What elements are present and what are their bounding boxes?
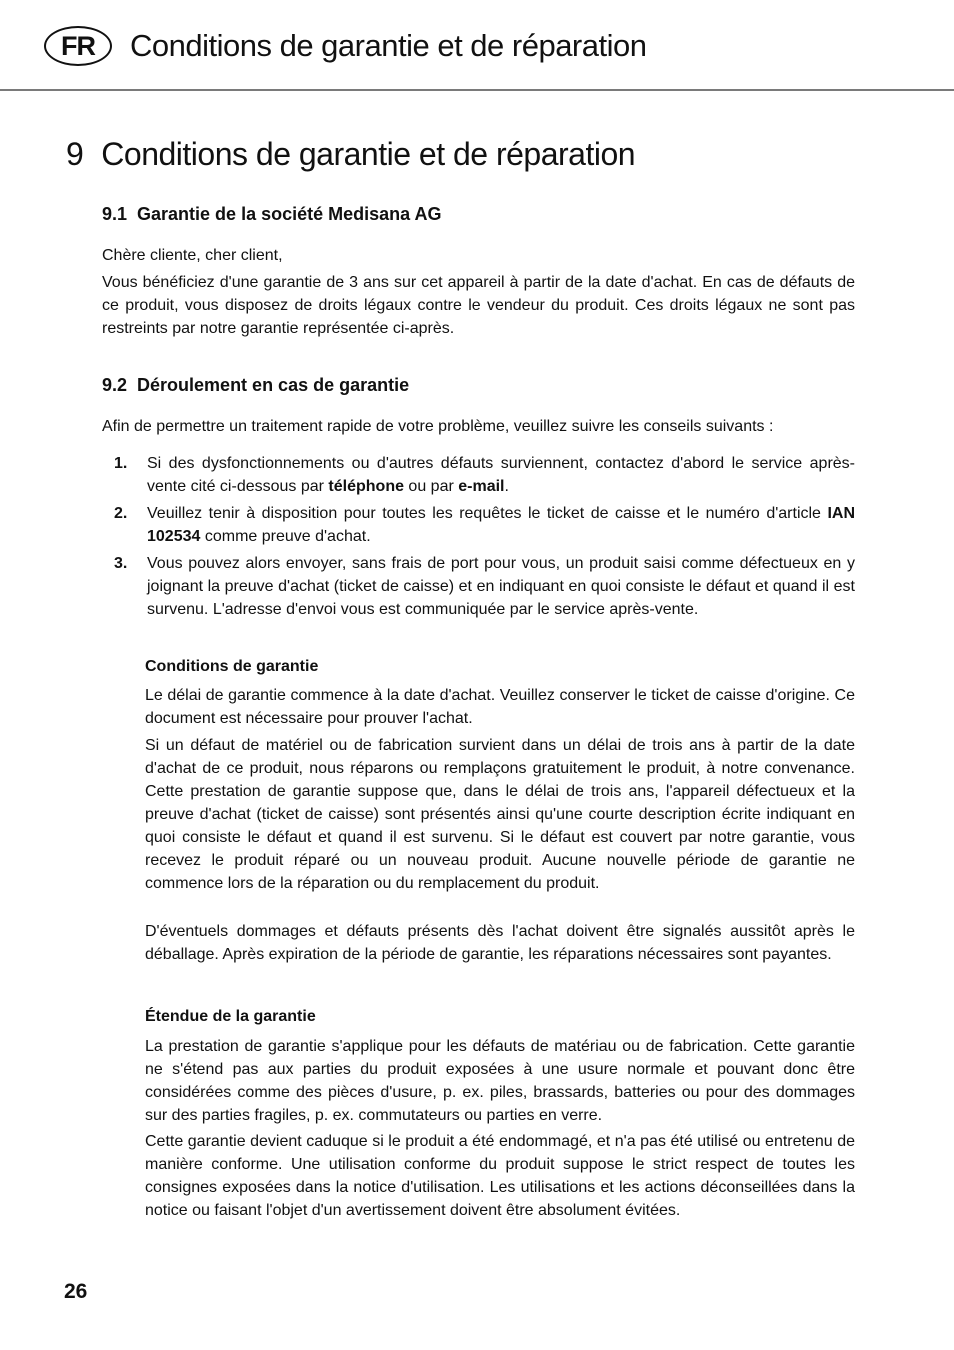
section-title: Déroulement en cas de garantie [137,375,410,395]
paragraph: La prestation de garantie s'applique pour les défauts de matériau ou de fabrication. Cette garantie ne s'étend pas aux parties du produit exposées à une usure normale et pouvant donc être considérées comme des pièces d'usure, p. ex. piles, brassards, batteries ou pour des dommages sur des parties fragiles, p. ex. commutateurs ou parties en verre. [145,1038,855,1124]
subheading-conditions: Conditions de garantie [145,658,319,675]
paragraph: Vous bénéficiez d'une garantie de 3 ans sur cet appareil à partir de la date d'achat. En cas de défauts de ce produit, vous disposez de droits légaux contre le vendeur du produit. Ces droits légaux ne sont pas restreints par notre garantie représentée ci-après. [102,274,855,337]
list-item [102,552,855,621]
bold-text: IAN 102534 [147,505,855,545]
chapter-heading [66,136,635,173]
list-item [102,502,855,548]
section-number: 9.1 [102,204,128,224]
section-heading-9-1 [102,204,441,225]
text: Vous pouvez alors envoyer, sans frais de port pour vous, un produit saisi comme défectueux en y joignant la preuve d'achat (ticket de caisse) et en indiquant en quoi consiste le défaut et quand il est survenu. L'adresse d'envoi vous est communiquée par le service après-vente. [147,555,855,618]
list-number: 3. [114,555,128,572]
text: Veuillez tenir à disposition pour toutes les requêtes le ticket de caisse et le numéro d'article [147,505,828,522]
list-number: 2. [114,505,128,522]
header-title: Conditions de garantie et de réparation [130,28,647,63]
text: . [504,478,509,495]
subheading-etendue: Étendue de la garantie [145,1008,316,1025]
paragraph: D'éventuels dommages et défauts présents dès l'achat doivent être signalés aussitôt après le déballage. Après expiration de la période de garantie, les réparations nécessaires sont payantes. [145,923,855,963]
list-item [102,452,855,498]
greeting: Chère cliente, cher client, [102,247,283,264]
language-badge: FR [44,26,112,66]
paragraph: Cette garantie devient caduque si le produit a été endommagé, et n'a pas été utilisé ou entretenu de manière conforme. Une utilisation conforme du produit suppose le strict respect de toutes les consignes exposées dans la notice d'utilisation. Les utilisations et les actions déconseillées dans la notice ou faisant l'objet d'un avertissement doivent être absolument évitées. [145,1133,855,1219]
page-header [44,26,646,66]
chapter-title: Conditions de garantie et de réparation [101,136,636,172]
section-number: 9.2 [102,375,128,395]
paragraph: Le délai de garantie commence à la date d'achat. Veuillez conserver le ticket de caisse d'origine. Ce document est nécessaire pour prouver l'achat. [145,687,855,727]
text: ou par [403,478,459,495]
section-heading-9-2 [102,375,409,396]
text: comme preuve d'achat. [200,528,371,545]
text: Si des dysfonctionnements ou d'autres défauts surviennent, contactez d'abord le service après-vente cité ci-dessous par [147,455,855,495]
paragraph: Afin de permettre un traitement rapide de votre problème, veuillez suivre les conseils suivants : [102,418,774,435]
page-number: 26 [64,1280,88,1303]
bold-text: e-mail [458,478,505,495]
chapter-number: 9 [66,136,84,172]
list-number: 1. [114,455,128,472]
section-title: Garantie de la société Medisana AG [137,204,442,224]
paragraph: Si un défaut de matériel ou de fabrication survient dans un délai de trois ans à partir de la date d'achat de ce produit, nous réparons ou remplaçons gratuitement le produit, à notre convenance. Cette prestation de garantie suppose que, dans le délai de trois ans, l'appareil défectueux et la preuve d'achat (ticket de caisse) sont présentés ainsi qu'une courte description écrite indiquant en quoi consiste le défaut et quand il est survenu. Si le défaut est couvert par notre garantie, vous recevez le produit réparé ou un nouveau produit. Aucune nouvelle période de garantie ne commence lors de la réparation ou du remplacement du produit. [145,737,855,892]
header-divider [0,89,954,91]
bold-text: téléphone [328,478,404,495]
